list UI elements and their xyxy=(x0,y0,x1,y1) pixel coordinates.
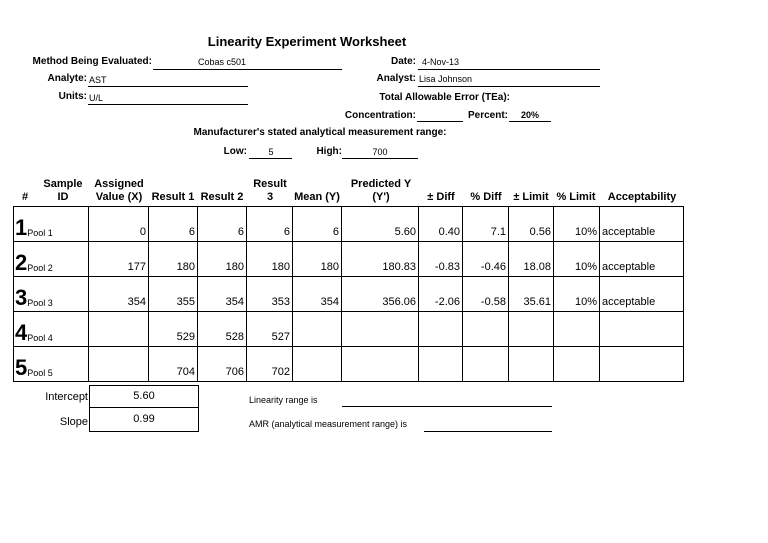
high-value[interactable]: 700 xyxy=(372,147,388,157)
cell-acceptability[interactable]: acceptable xyxy=(600,207,684,242)
date-value[interactable]: 4-Nov-13 xyxy=(422,57,460,67)
cell-acceptability[interactable]: acceptable xyxy=(600,242,684,277)
sample-cell xyxy=(14,312,89,347)
column-header-line2: Acceptability xyxy=(607,191,677,203)
column-header xyxy=(597,178,687,204)
tea-label: Total Allowable Error (TEa): xyxy=(379,92,510,103)
cell-r2[interactable]: 354 xyxy=(198,277,247,312)
cell-mean[interactable] xyxy=(293,347,342,382)
cell-r1[interactable]: 704 xyxy=(149,347,198,382)
cell-limit[interactable]: 18.08 xyxy=(509,242,554,277)
table-row xyxy=(14,207,684,242)
cell-assigned[interactable]: 354 xyxy=(89,277,149,312)
high-underline xyxy=(342,158,418,159)
table-row xyxy=(14,312,684,347)
cell-assigned[interactable]: 0 xyxy=(89,207,149,242)
table-row xyxy=(14,347,684,382)
date-label: Date: xyxy=(390,56,416,67)
linearity-range-label: Linearity range is xyxy=(249,395,318,405)
sample-id: Pool 1 xyxy=(27,228,53,238)
concentration-label: Concentration: xyxy=(344,110,416,121)
analyst-underline xyxy=(418,86,600,87)
cell-pct_diff[interactable]: -0.46 xyxy=(463,242,509,277)
cell-mean[interactable]: 180 xyxy=(293,242,342,277)
column-header-line1: Predicted Y xyxy=(350,178,412,190)
row-number: 3 xyxy=(15,285,28,310)
column-header-line2: Value (X) xyxy=(95,191,143,203)
cell-limit[interactable]: 0.56 xyxy=(509,207,554,242)
cell-r2[interactable]: 528 xyxy=(198,312,247,347)
cell-diff[interactable] xyxy=(419,312,463,347)
cell-pct_limit[interactable]: 10% xyxy=(554,242,600,277)
cell-predicted[interactable]: 180.83 xyxy=(342,242,419,277)
cell-r1[interactable]: 529 xyxy=(149,312,198,347)
cell-pct_diff[interactable]: 7.1 xyxy=(463,207,509,242)
cell-r2[interactable]: 6 xyxy=(198,207,247,242)
low-underline xyxy=(249,158,292,159)
cell-mean[interactable]: 354 xyxy=(293,277,342,312)
cell-limit[interactable] xyxy=(509,347,554,382)
cell-limit[interactable]: 35.61 xyxy=(509,277,554,312)
sample-cell xyxy=(14,207,89,242)
sample-cell xyxy=(14,347,89,382)
cell-assigned[interactable] xyxy=(89,312,149,347)
intercept-value: 5.60 xyxy=(89,385,199,408)
method-label: Method Being Evaluated: xyxy=(32,56,152,67)
low-value[interactable]: 5 xyxy=(268,147,274,157)
column-header-line2: Result 1 xyxy=(151,191,195,203)
cell-r3[interactable]: 353 xyxy=(247,277,293,312)
column-header-line1: Result xyxy=(253,178,287,190)
low-label: Low: xyxy=(223,146,247,157)
method-value[interactable]: Cobas c501 xyxy=(198,57,247,67)
percent-value[interactable]: 20% xyxy=(520,110,539,120)
cell-r2[interactable]: 180 xyxy=(198,242,247,277)
sample-id: Pool 4 xyxy=(27,333,53,343)
column-header-line2: Result 2 xyxy=(200,191,244,203)
column-header-line2: # xyxy=(21,191,29,203)
cell-acceptability[interactable] xyxy=(600,312,684,347)
sample-cell xyxy=(14,277,89,312)
row-number: 2 xyxy=(15,250,28,275)
row-number: 4 xyxy=(15,320,28,345)
column-header-line2: % Diff xyxy=(470,191,502,203)
amr-range-label: AMR (analytical measurement range) is xyxy=(249,419,408,429)
cell-pct_diff[interactable]: -0.58 xyxy=(463,277,509,312)
column-header-line2: Mean (Y) xyxy=(294,191,340,203)
analyte-underline xyxy=(88,86,248,87)
cell-pct_diff[interactable] xyxy=(463,312,509,347)
sample-cell xyxy=(14,242,89,277)
cell-r1[interactable]: 180 xyxy=(149,242,198,277)
cell-assigned[interactable] xyxy=(89,347,149,382)
cell-assigned[interactable]: 177 xyxy=(89,242,149,277)
column-header-line2: ± Diff xyxy=(427,191,455,203)
date-underline xyxy=(418,69,600,70)
slope-value: 0.99 xyxy=(89,407,199,432)
table-row xyxy=(14,242,684,277)
cell-pct_limit[interactable] xyxy=(554,312,600,347)
high-label: High: xyxy=(316,146,342,157)
cell-limit[interactable] xyxy=(509,312,554,347)
sample-id: Pool 2 xyxy=(27,263,53,273)
column-header-line2: ± Limit xyxy=(513,191,549,203)
cell-pct_diff[interactable] xyxy=(463,347,509,382)
cell-predicted[interactable] xyxy=(342,347,419,382)
column-header-line2: % Limit xyxy=(556,191,596,203)
units-value[interactable]: U/L xyxy=(89,93,104,103)
cell-r2[interactable]: 706 xyxy=(198,347,247,382)
worksheet-title: Linearity Experiment Worksheet xyxy=(207,34,407,49)
analyst-label: Analyst: xyxy=(376,73,416,84)
slope-label: Slope xyxy=(59,416,88,428)
column-header-line2: 3 xyxy=(266,191,274,203)
sample-id: Pool 5 xyxy=(27,368,53,378)
amr-range-underline[interactable] xyxy=(424,431,552,432)
analyte-label: Analyte: xyxy=(47,73,87,84)
cell-r3[interactable]: 527 xyxy=(247,312,293,347)
table-row xyxy=(14,277,684,312)
cell-r1[interactable]: 355 xyxy=(149,277,198,312)
cell-mean[interactable]: 6 xyxy=(293,207,342,242)
data-table xyxy=(13,206,684,382)
row-number: 5 xyxy=(15,355,28,380)
intercept-label: Intercept xyxy=(45,391,88,403)
cell-predicted[interactable]: 5.60 xyxy=(342,207,419,242)
cell-predicted[interactable] xyxy=(342,312,419,347)
cell-r1[interactable]: 6 xyxy=(149,207,198,242)
cell-diff[interactable]: -2.06 xyxy=(419,277,463,312)
units-label: Units: xyxy=(58,91,87,102)
cell-acceptability[interactable] xyxy=(600,347,684,382)
analyte-value[interactable]: AST xyxy=(89,75,107,85)
cell-pct_limit[interactable] xyxy=(554,347,600,382)
sample-id: Pool 3 xyxy=(27,298,53,308)
column-header-line2: ID xyxy=(57,191,69,203)
method-underline xyxy=(153,69,342,70)
row-number: 1 xyxy=(15,215,28,240)
column-header-line1 xyxy=(597,178,687,191)
cell-diff[interactable] xyxy=(419,347,463,382)
cell-diff[interactable]: -0.83 xyxy=(419,242,463,277)
cell-pct_limit[interactable]: 10% xyxy=(554,207,600,242)
cell-mean[interactable] xyxy=(293,312,342,347)
cell-r3[interactable]: 702 xyxy=(247,347,293,382)
percent-underline xyxy=(509,121,551,122)
cell-r3[interactable]: 6 xyxy=(247,207,293,242)
concentration-underline xyxy=(417,121,463,122)
cell-diff[interactable]: 0.40 xyxy=(419,207,463,242)
cell-acceptability[interactable]: acceptable xyxy=(600,277,684,312)
column-header-line2: (Y') xyxy=(372,191,390,203)
amr-heading: Manufacturer's stated analytical measurement range: xyxy=(193,127,447,138)
cell-predicted[interactable]: 356.06 xyxy=(342,277,419,312)
cell-pct_limit[interactable]: 10% xyxy=(554,277,600,312)
units-underline xyxy=(88,104,248,105)
column-header-line1: Assigned xyxy=(94,178,144,190)
linearity-range-underline[interactable] xyxy=(342,406,552,407)
analyst-value[interactable]: Lisa Johnson xyxy=(419,74,473,84)
cell-r3[interactable]: 180 xyxy=(247,242,293,277)
percent-label: Percent: xyxy=(467,110,508,121)
column-header-line1: Sample xyxy=(43,178,83,190)
